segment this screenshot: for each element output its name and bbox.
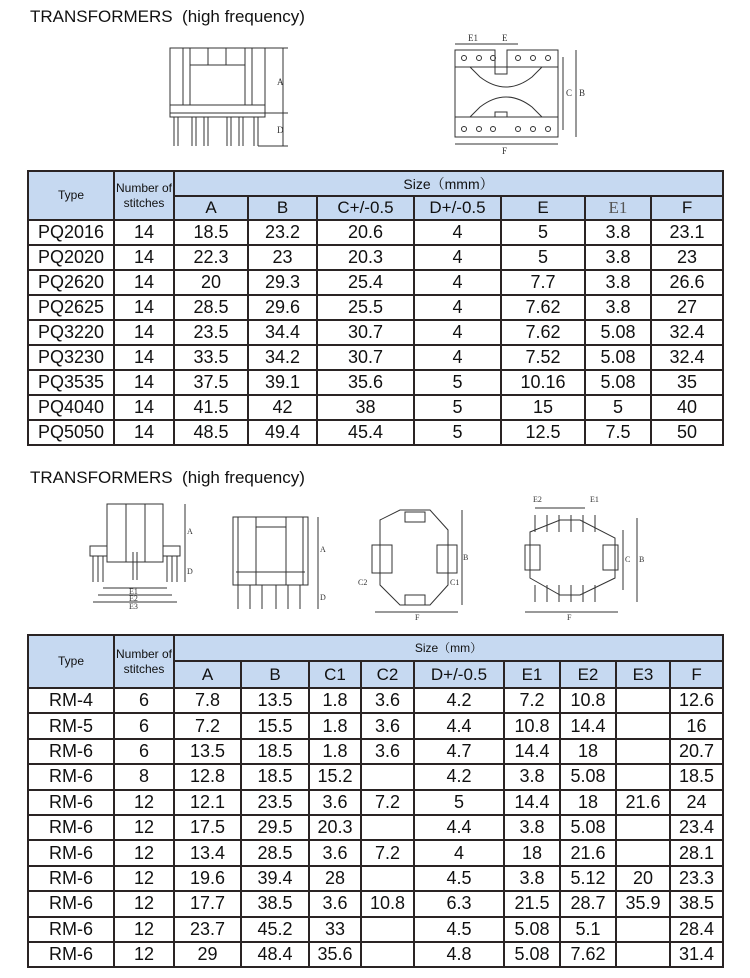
header-stitches: Number of stitches [114,635,174,688]
cell-value: 6.3 [414,891,504,916]
cell-value: 21.6 [560,840,616,865]
cell-value: 45.4 [317,420,414,445]
cell-value: 3.6 [309,891,361,916]
cell-value: 20.3 [317,245,414,270]
cell-stitches: 14 [114,245,174,270]
pq-front-view-diagram [160,40,300,155]
table-row [28,220,723,245]
cell-value [616,713,670,738]
cell-value: 3.8 [504,764,560,789]
cell-value: 23 [651,245,723,270]
cell-value: 35 [651,370,723,395]
cell-value: 7.5 [585,420,651,445]
cell-value: 5 [414,370,501,395]
svg-text:C2: C2 [358,578,368,587]
cell-value: 23.1 [651,220,723,245]
cell-value: 7.7 [501,270,585,295]
section1-title: TRANSFORMERS (high frequency) [30,7,305,26]
table-row [28,739,723,764]
cell-type: RM-5 [28,713,114,738]
cell-value: 4.2 [414,764,504,789]
cell-value: 4 [414,320,501,345]
rm-top-view-diagram-1 [350,500,470,625]
cell-value: 35.9 [616,891,670,916]
cell-value: 5.08 [585,320,651,345]
cell-value: 18.5 [241,764,309,789]
table-row [28,815,723,840]
cell-value: 7.62 [501,295,585,320]
cell-value: 5.08 [504,942,560,967]
cell-value: 18.5 [241,739,309,764]
cell-value: 4.2 [414,688,504,713]
cell-value [361,917,414,942]
cell-value: 30.7 [317,320,414,345]
table-row [28,295,723,320]
cell-value: 5 [414,395,501,420]
cell-value: 20 [616,866,670,891]
cell-value: 48.4 [241,942,309,967]
cell-value: 1.8 [309,688,361,713]
cell-type: RM-6 [28,739,114,764]
cell-value: 5.12 [560,866,616,891]
cell-value: 3.6 [309,840,361,865]
cell-stitches: 12 [114,917,174,942]
header-size: Size（mmm） [174,171,723,196]
cell-value: 4 [414,220,501,245]
cell-type: RM-6 [28,942,114,967]
svg-text:E2: E2 [533,495,542,504]
cell-type: PQ2620 [28,270,114,295]
cell-value: 4 [414,345,501,370]
cell-value: 5 [414,790,504,815]
dim-label-e: E [502,33,508,43]
header-col-b: B [248,196,317,220]
svg-text:E2: E2 [129,594,138,603]
cell-value: 22.3 [174,245,248,270]
table-row [28,688,723,713]
cell-value [616,917,670,942]
cell-value: 4 [414,245,501,270]
cell-value: 25.5 [317,295,414,320]
cell-value: 14.4 [504,790,560,815]
cell-value: 12.6 [670,688,723,713]
svg-text:A: A [320,545,326,554]
cell-value: 4 [414,840,504,865]
cell-type: PQ2016 [28,220,114,245]
cell-value: 3.8 [585,295,651,320]
cell-stitches: 14 [114,345,174,370]
table-row [28,320,723,345]
cell-value: 18 [560,739,616,764]
cell-value: 20.7 [670,739,723,764]
cell-type: PQ2625 [28,295,114,320]
cell-value: 10.8 [560,688,616,713]
cell-value: 3.8 [504,815,560,840]
cell-value: 10.16 [501,370,585,395]
cell-value: 32.4 [651,320,723,345]
svg-text:D: D [320,593,326,602]
cell-stitches: 6 [114,713,174,738]
svg-text:E3: E3 [129,602,138,611]
cell-stitches: 12 [114,840,174,865]
cell-value: 23.5 [241,790,309,815]
cell-value: 4.8 [414,942,504,967]
header-col-c: C+/-0.5 [317,196,414,220]
cell-value: 27 [651,295,723,320]
cell-value: 7.52 [501,345,585,370]
cell-stitches: 12 [114,891,174,916]
svg-text:E1: E1 [129,587,138,596]
cell-value: 3.8 [585,245,651,270]
rm-front-view-diagram [228,512,328,622]
header-col-f: F [670,661,723,688]
cell-value: 29.6 [248,295,317,320]
cell-value: 35.6 [309,942,361,967]
dim-label-c: C [566,88,573,98]
cell-value [361,815,414,840]
cell-stitches: 14 [114,295,174,320]
svg-text:B: B [463,553,469,562]
cell-value [361,866,414,891]
cell-stitches: 6 [114,739,174,764]
cell-value: 3.8 [585,270,651,295]
svg-text:F: F [415,613,420,622]
cell-value: 38.5 [670,891,723,916]
cell-value: 7.62 [501,320,585,345]
cell-value: 10.8 [361,891,414,916]
cell-value: 10.8 [504,713,560,738]
dim-label-e1: E1 [468,33,478,43]
header-col-d: D+/-0.5 [414,196,501,220]
cell-value: 5.08 [504,917,560,942]
header-col-b: B [241,661,309,688]
cell-value: 15 [501,395,585,420]
cell-value: 13.5 [241,688,309,713]
pq-bottom-view-diagram [450,32,590,157]
cell-value: 17.7 [174,891,241,916]
cell-value [616,764,670,789]
rm-side-view-diagram [85,502,195,622]
cell-value: 28.7 [560,891,616,916]
cell-value: 7.2 [361,790,414,815]
svg-text:E1: E1 [590,495,599,504]
cell-stitches: 12 [114,866,174,891]
cell-type: RM-4 [28,688,114,713]
table-row [28,370,723,395]
cell-value: 18.5 [174,220,248,245]
cell-type: PQ3535 [28,370,114,395]
cell-value: 26.6 [651,270,723,295]
cell-value: 21.5 [504,891,560,916]
header-type: Type [28,635,114,688]
cell-value [361,942,414,967]
cell-value: 4.7 [414,739,504,764]
cell-type: PQ5050 [28,420,114,445]
cell-type: PQ3230 [28,345,114,370]
cell-value: 12.8 [174,764,241,789]
cell-value: 39.4 [241,866,309,891]
cell-stitches: 14 [114,320,174,345]
cell-value: 28 [309,866,361,891]
cell-value: 3.6 [361,713,414,738]
rm-spec-table [27,634,724,968]
cell-value: 29.5 [241,815,309,840]
cell-value: 4.5 [414,917,504,942]
cell-value: 19.6 [174,866,241,891]
cell-value: 25.4 [317,270,414,295]
table-row [28,420,723,445]
cell-value: 14.4 [504,739,560,764]
header-col-f: F [651,196,723,220]
table-row [28,891,723,916]
cell-value: 5.08 [585,345,651,370]
cell-value: 20.6 [317,220,414,245]
cell-value: 7.62 [560,942,616,967]
cell-value: 15.5 [241,713,309,738]
cell-value: 13.5 [174,739,241,764]
svg-text:C1: C1 [450,578,460,587]
cell-value: 24 [670,790,723,815]
cell-stitches: 14 [114,395,174,420]
cell-type: RM-6 [28,790,114,815]
cell-value: 1.8 [309,713,361,738]
header-col-e2: E2 [560,661,616,688]
cell-value [616,815,670,840]
cell-value: 37.5 [174,370,248,395]
header-col-c1: C1 [309,661,361,688]
cell-stitches: 12 [114,942,174,967]
table-row [28,270,723,295]
cell-value: 28.4 [670,917,723,942]
cell-stitches: 14 [114,420,174,445]
cell-value: 4.4 [414,815,504,840]
cell-stitches: 6 [114,688,174,713]
cell-stitches: 8 [114,764,174,789]
cell-value [616,942,670,967]
svg-text:C: C [625,555,631,564]
cell-value: 3.6 [309,790,361,815]
cell-value: 34.2 [248,345,317,370]
cell-type: RM-6 [28,815,114,840]
cell-value: 4 [414,270,501,295]
cell-value: 31.4 [670,942,723,967]
header-col-e1: E1 [585,196,651,220]
cell-value: 5.1 [560,917,616,942]
cell-value [616,688,670,713]
svg-text:A: A [187,527,193,536]
cell-value: 15.2 [309,764,361,789]
cell-value: 7.2 [361,840,414,865]
header-stitches: Number of stitches [114,171,174,220]
cell-stitches: 12 [114,815,174,840]
cell-stitches: 14 [114,270,174,295]
cell-value: 3.6 [361,688,414,713]
cell-value: 5.08 [560,815,616,840]
cell-type: PQ3220 [28,320,114,345]
cell-value: 21.6 [616,790,670,815]
cell-value: 42 [248,395,317,420]
cell-value: 39.1 [248,370,317,395]
cell-value: 5 [501,220,585,245]
dim-label-a: A [277,77,284,87]
header-col-d: D+/-0.5 [414,661,504,688]
table-row [28,245,723,270]
cell-value: 3.8 [585,220,651,245]
cell-stitches: 12 [114,790,174,815]
table-row [28,942,723,967]
header-col-a: A [174,661,241,688]
cell-value: 17.5 [174,815,241,840]
section2-title: TRANSFORMERS (high frequency) [30,468,305,487]
cell-value: 33 [309,917,361,942]
cell-value: 45.2 [241,917,309,942]
cell-value: 5 [501,245,585,270]
cell-value: 14.4 [560,713,616,738]
header-col-a: A [174,196,248,220]
header-col-c2: C2 [361,661,414,688]
pq-spec-table [27,170,724,446]
cell-value: 23.5 [174,320,248,345]
cell-value: 7.2 [174,713,241,738]
cell-value: 5 [414,420,501,445]
cell-value: 12.1 [174,790,241,815]
cell-value: 38.5 [241,891,309,916]
cell-value: 3.6 [361,739,414,764]
cell-value: 23 [248,245,317,270]
table-row [28,866,723,891]
cell-value: 20.3 [309,815,361,840]
cell-value: 49.4 [248,420,317,445]
cell-value: 40 [651,395,723,420]
header-type: Type [28,171,114,220]
header-col-e: E [501,196,585,220]
header-size: Size（mm） [174,635,723,661]
header-col-e1: E1 [504,661,560,688]
cell-value: 50 [651,420,723,445]
cell-value: 5.08 [560,764,616,789]
table-row [28,395,723,420]
svg-text:F: F [567,613,572,622]
cell-value: 32.4 [651,345,723,370]
table-row [28,345,723,370]
cell-value: 4.4 [414,713,504,738]
cell-value: 12.5 [501,420,585,445]
cell-value: 5.08 [585,370,651,395]
cell-value: 48.5 [174,420,248,445]
cell-type: RM-6 [28,866,114,891]
cell-value [361,764,414,789]
cell-value [616,840,670,865]
svg-text:B: B [639,555,645,564]
cell-type: RM-6 [28,891,114,916]
cell-value: 18.5 [670,764,723,789]
dim-label-f: F [502,146,508,156]
cell-value: 13.4 [174,840,241,865]
cell-value: 23.2 [248,220,317,245]
cell-stitches: 14 [114,370,174,395]
header-col-e3: E3 [616,661,670,688]
cell-value: 29 [174,942,241,967]
cell-value: 4 [414,295,501,320]
cell-value: 28.1 [670,840,723,865]
cell-value: 4.5 [414,866,504,891]
dim-label-d: D [277,125,284,135]
cell-value: 34.4 [248,320,317,345]
cell-value: 7.2 [504,688,560,713]
cell-value: 38 [317,395,414,420]
table-row [28,840,723,865]
cell-value: 23.7 [174,917,241,942]
table-row [28,790,723,815]
table-row [28,917,723,942]
cell-value: 18 [560,790,616,815]
cell-value: 18 [504,840,560,865]
cell-value: 35.6 [317,370,414,395]
cell-value [616,739,670,764]
cell-value: 28.5 [241,840,309,865]
cell-value: 41.5 [174,395,248,420]
cell-type: RM-6 [28,840,114,865]
dim-label-b: B [579,88,586,98]
cell-value: 33.5 [174,345,248,370]
rm-top-view-diagram-2 [515,490,645,625]
cell-value: 5 [585,395,651,420]
cell-type: PQ4040 [28,395,114,420]
cell-type: PQ2020 [28,245,114,270]
cell-value: 30.7 [317,345,414,370]
table-row [28,764,723,789]
cell-value: 16 [670,713,723,738]
cell-value: 29.3 [248,270,317,295]
cell-value: 1.8 [309,739,361,764]
cell-value: 20 [174,270,248,295]
cell-value: 23.4 [670,815,723,840]
svg-text:D: D [187,567,193,576]
cell-value: 3.8 [504,866,560,891]
table-row [28,713,723,738]
cell-value: 23.3 [670,866,723,891]
cell-stitches: 14 [114,220,174,245]
cell-value: 28.5 [174,295,248,320]
cell-type: RM-6 [28,917,114,942]
cell-type: RM-6 [28,764,114,789]
cell-value: 7.8 [174,688,241,713]
